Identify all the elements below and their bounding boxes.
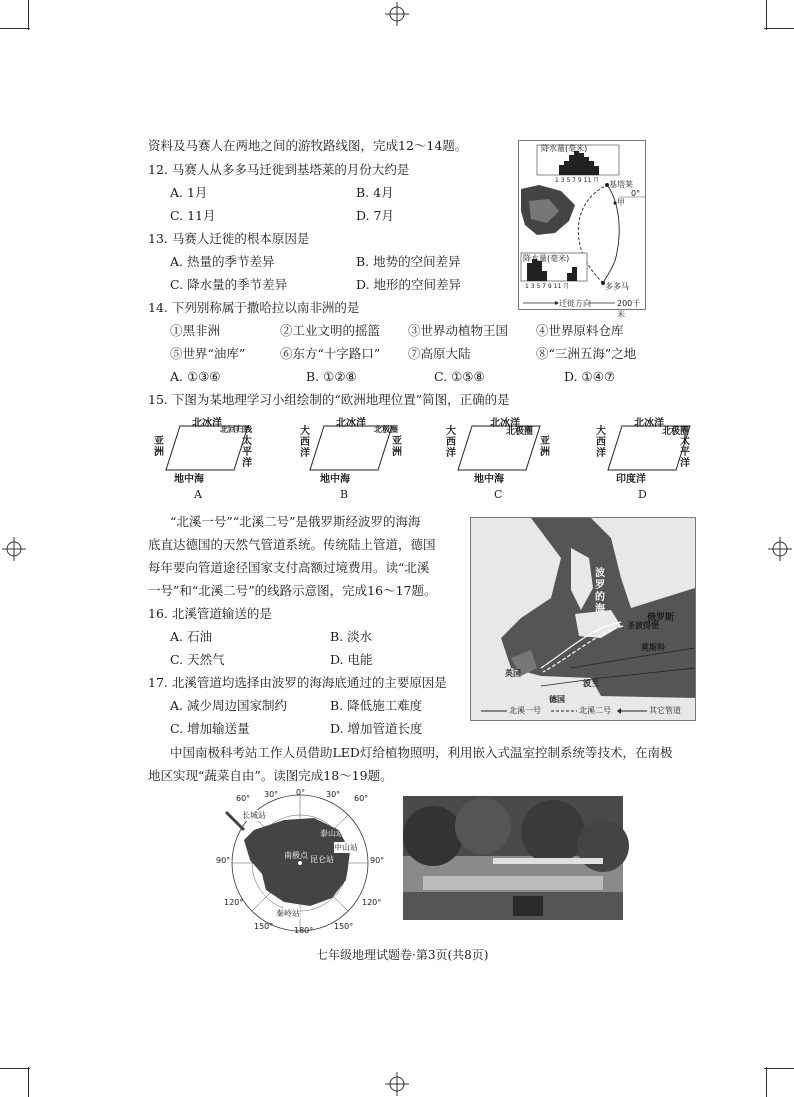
- masai-top-chart-months: 1 3 5 7 9 11 月: [555, 177, 600, 184]
- q15-a-bottom-label: 地中海: [174, 474, 204, 485]
- q12-option-a[interactable]: A. 1月: [170, 185, 208, 200]
- q15-d-letter: D: [638, 488, 647, 501]
- q17-option-c[interactable]: C. 增加输送量: [170, 721, 250, 736]
- q15-c-corner-label: 北极圈: [506, 427, 534, 437]
- masai-legend-label: 迁徙方向: [559, 299, 591, 308]
- antarctica-deg-150e: 150°: [334, 922, 354, 931]
- q15-a-top-label: 北冰洋: [192, 418, 222, 429]
- q14-item-2: ②工业文明的摇篮: [280, 323, 381, 338]
- greenhouse-photo: [403, 796, 623, 920]
- crop-mark: [28, 1067, 29, 1097]
- nordstream-baltic-sea-label: 波罗的海: [595, 568, 605, 615]
- intro-18-19-line1: 中国南极科考站工作人员借助LED灯给植物照明，利用嵌入式温室控制系统等技术，在南极: [170, 745, 673, 760]
- nordstream-legend-1: 北溪一号: [509, 706, 541, 715]
- nordstream-legend-3: 其它管道: [649, 706, 681, 715]
- nordstream-map: [470, 517, 696, 721]
- q15-b-letter: B: [340, 488, 349, 501]
- intro-16-17-line1: “北溪一号”“北溪二号”是俄罗斯经波罗的海海: [170, 514, 421, 529]
- q14-item-7: ⑦高原大陆: [408, 346, 471, 361]
- crop-mark: [766, 0, 767, 30]
- q15-a-right-label: 太平洋: [242, 436, 252, 469]
- crop-mark: [764, 1068, 794, 1069]
- masai-kitale-label: 基塔莱: [609, 180, 633, 189]
- q15-d-right-label: 太平洋: [680, 436, 690, 469]
- intro-16-17-line3: 每年要向管道途径国家支付高额过境费用。读“北溪: [148, 560, 430, 575]
- page-footer: 七年级地理试题卷·第3页(共8页): [316, 948, 489, 962]
- q15-a-corner-label: 北回归线: [220, 425, 252, 434]
- q15-c-bottom-label: 地中海: [474, 474, 504, 485]
- q15-b-corner-label: 北极圈: [374, 425, 398, 434]
- q15-a-letter: A: [194, 488, 202, 501]
- q17-option-d[interactable]: D. 增加管道长度: [330, 721, 423, 736]
- q14-stem: 14. 下列别称属于撒哈拉以南非洲的是: [148, 300, 360, 315]
- q15-figure-d[interactable]: [594, 412, 706, 502]
- antarctica-deg-30w: 30°: [264, 790, 279, 799]
- antarctica-zhongshan-label: 中山站: [334, 843, 358, 852]
- crop-mark: [0, 1068, 30, 1069]
- greenhouse-photo-graphics: [403, 796, 623, 920]
- antarctica-changcheng-label: 长城站: [242, 811, 266, 820]
- nordstream-uk-label: 英国: [505, 669, 521, 678]
- q15-c-letter: C: [494, 488, 503, 501]
- q15-d-corner-label: 北极圈: [662, 427, 690, 437]
- q15-c-right-label: 亚洲: [540, 436, 550, 458]
- antarctica-pole-label: 南极点: [284, 851, 308, 860]
- antarctica-deg-30e: 30°: [326, 790, 341, 799]
- antarctica-deg-150w: 150°: [254, 922, 274, 931]
- q12-option-c[interactable]: C. 11月: [170, 208, 216, 223]
- nordstream-stpetersburg-label: 圣彼得堡: [627, 621, 659, 630]
- q15-c-top-label: 北冰洋: [490, 418, 520, 429]
- crop-mark: [28, 0, 29, 30]
- q16-option-c[interactable]: C. 天然气: [170, 652, 225, 667]
- q12-option-b[interactable]: B. 4月: [356, 185, 394, 200]
- registration-mark: [385, 2, 409, 26]
- antarctica-deg-0: 0°: [296, 788, 306, 797]
- registration-mark: [385, 1072, 409, 1096]
- q13-option-d[interactable]: D. 地形的空间差异: [356, 277, 462, 292]
- crop-mark: [764, 28, 794, 29]
- q14-item-3: ③世界动植物王国: [408, 323, 509, 338]
- crop-mark: [0, 28, 30, 29]
- q15-c-left-label: 大西洋: [446, 426, 456, 459]
- q15-b-right-label: 亚洲: [392, 436, 402, 458]
- q15-figure-b[interactable]: [296, 412, 408, 502]
- masai-bottom-chart-title: 降水量(毫米): [523, 254, 570, 263]
- intro-12-14: 资料及马赛人在两地之间的游牧路线图，完成12～14题。: [148, 138, 468, 153]
- q15-d-bottom-label: 印度洋: [616, 474, 646, 485]
- q15-b-bottom-label: 地中海: [320, 474, 350, 485]
- intro-16-17-line4: 一号”和“北溪二号”的线路示意图，完成16～17题。: [148, 583, 437, 598]
- q14-item-6: ⑥东方“十字路口”: [280, 346, 381, 361]
- masai-top-chart-title: 降水量(毫米): [541, 144, 588, 153]
- q14-item-4: ④世界原料仓库: [536, 323, 624, 338]
- masai-migration-map: [518, 140, 646, 319]
- antarctica-map-graphics: [214, 790, 386, 936]
- q15-b-left-label: 大西洋: [300, 426, 310, 459]
- masai-point-a-label: 甲: [617, 198, 625, 207]
- q14-item-5: ⑤世界“油库”: [170, 346, 246, 361]
- q16-option-d[interactable]: D. 电能: [330, 652, 373, 667]
- q16-option-a[interactable]: A. 石油: [170, 629, 212, 644]
- q15-figure-c[interactable]: [444, 412, 556, 502]
- q17-stem: 17. 北溪管道均选择由波罗的海海底通过的主要原因是: [148, 675, 447, 690]
- antarctica-deg-90w: 90°: [216, 856, 231, 865]
- nordstream-moscow-label: 莫斯科: [641, 643, 665, 652]
- antarctica-qinling-label: 秦岭站: [276, 909, 300, 918]
- antarctica-deg-180: 180°: [294, 926, 314, 935]
- antarctica-deg-120e: 120°: [362, 898, 382, 907]
- antarctica-taishan-label: 泰山站: [320, 829, 344, 838]
- antarctica-map: [214, 790, 386, 936]
- antarctica-deg-60e: 60°: [354, 794, 369, 803]
- registration-mark: [2, 537, 26, 561]
- q17-option-b[interactable]: B. 降低施工难度: [330, 698, 423, 713]
- intro-18-19-line2: 地区实现“蔬菜自由”。读图完成18～19题。: [148, 768, 393, 783]
- q14-option-d[interactable]: D. ①④⑦: [564, 369, 616, 384]
- q15-d-left-label: 大西洋: [596, 426, 606, 459]
- q12-option-d[interactable]: D. 7月: [356, 208, 394, 223]
- q15-a-left-label: 亚洲: [154, 436, 164, 458]
- intro-16-17-line2: 底直达德国的天然气管道系统。传统陆上管道，德国: [148, 537, 436, 552]
- nordstream-germany-label: 德国: [549, 695, 565, 704]
- q14-option-a[interactable]: A. ①③⑥: [170, 369, 221, 384]
- q13-option-a[interactable]: A. 热量的季节差异: [170, 254, 275, 269]
- q13-option-b[interactable]: B. 地势的空间差异: [356, 254, 461, 269]
- q15-figure-a[interactable]: [152, 412, 264, 502]
- q14-item-8: ⑧“三洲五海”之地: [536, 346, 637, 361]
- q13-stem: 13. 马赛人迁徙的根本原因是: [148, 231, 310, 246]
- antarctica-deg-90e: 90°: [370, 856, 385, 865]
- q12-stem: 12. 马赛人从多多马迁徙到基塔莱的月份大约是: [148, 162, 410, 177]
- masai-equator-label: 0°: [631, 189, 641, 198]
- q14-item-1: ①黑非洲: [170, 323, 221, 338]
- q13-option-c[interactable]: C. 降水量的季节差异: [170, 277, 288, 292]
- q17-option-a[interactable]: A. 减少周边国家制约: [170, 698, 287, 713]
- masai-bottom-chart-months: 1 3 5 7 9 11 月: [525, 283, 570, 290]
- q15-b-top-label: 北冰洋: [336, 418, 366, 429]
- nordstream-russia-label: 俄罗斯: [647, 613, 675, 623]
- antarctica-deg-60w: 60°: [236, 794, 251, 803]
- q14-option-c[interactable]: C. ①⑤⑧: [434, 369, 485, 384]
- nordstream-poland-label: 波兰: [583, 679, 599, 688]
- q16-stem: 16. 北溪管道输送的是: [148, 606, 272, 621]
- masai-scale-label: 200千米: [617, 299, 641, 319]
- antarctica-deg-120w: 120°: [224, 898, 244, 907]
- q14-option-b[interactable]: B. ①②⑧: [306, 369, 357, 384]
- q16-option-b[interactable]: B. 淡水: [330, 629, 373, 644]
- crop-mark: [766, 1067, 767, 1097]
- registration-mark: [768, 537, 792, 561]
- nordstream-legend-2: 北溪二号: [579, 706, 611, 715]
- masai-dodoma-label: 多多马: [605, 282, 629, 291]
- antarctica-kunlun-label: 昆仑站: [310, 855, 334, 864]
- q15-stem: 15. 下图为某地理学习小组绘制的“欧洲地理位置”简图，正确的是: [148, 392, 510, 407]
- q15-d-top-label: 北冰洋: [634, 418, 664, 429]
